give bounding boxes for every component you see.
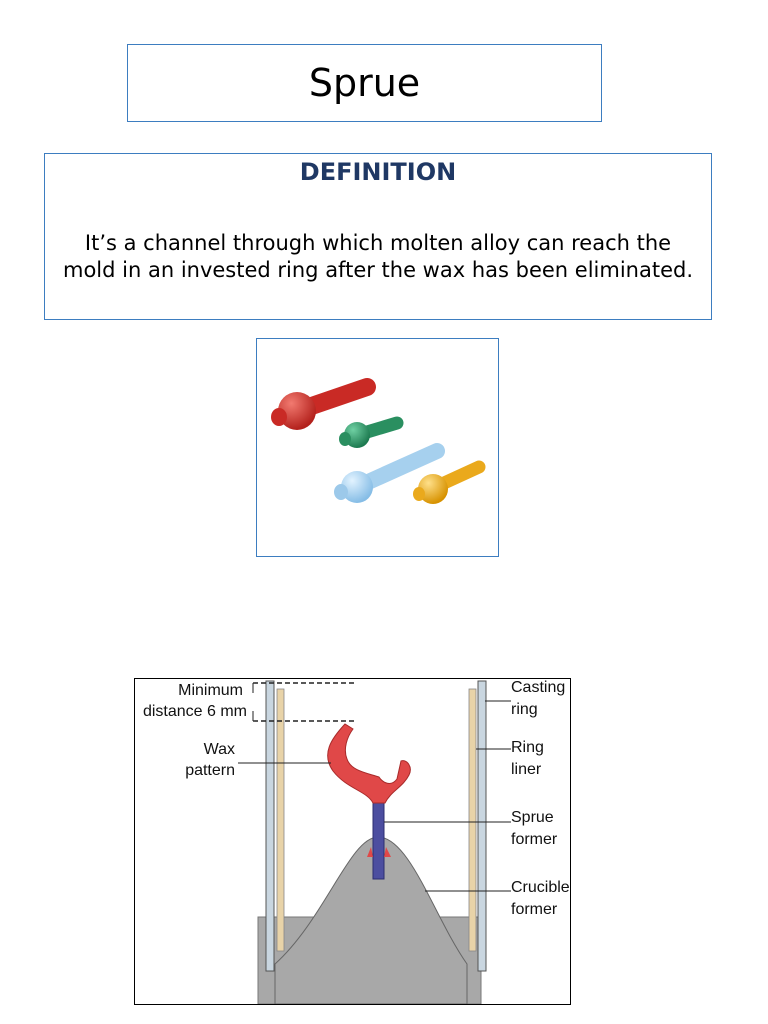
slide-title-box (127, 44, 602, 122)
label-casting-1: Casting (511, 679, 566, 696)
label-crucible-2: former (511, 901, 558, 918)
sprue-diagram (134, 678, 571, 1005)
label-crucible-1: Crucible (511, 879, 570, 896)
definition-box (44, 153, 712, 320)
slide-title: Sprue (308, 61, 421, 105)
label-wax-2: pattern (185, 762, 235, 779)
definition-text: It’s a channel through which molten alloy can reach the mold in an invested ring after the wax has been eliminated. (63, 231, 693, 282)
ring-liner-right (469, 689, 476, 951)
label-sprue-1: Sprue (511, 809, 554, 826)
sprue-formers-illustration (257, 339, 497, 555)
sprue-former (373, 799, 384, 879)
label-casting-2: ring (511, 701, 538, 718)
casting-ring-right (478, 681, 486, 971)
casting-ring-left (266, 681, 274, 971)
label-sprue-2: former (511, 831, 558, 848)
label-min-distance-2: distance 6 mm (142, 703, 247, 720)
label-wax-1: Wax (203, 741, 235, 758)
label-min-distance-1: Minimum (178, 682, 243, 699)
ring-liner-left (277, 689, 284, 951)
label-liner-2: liner (511, 761, 542, 778)
wax-pattern (328, 724, 411, 803)
casting-ring-diagram (135, 679, 570, 1004)
green-sprue-former (339, 422, 397, 448)
label-liner-1: Ring (511, 739, 544, 756)
yellow-sprue-former (413, 467, 479, 504)
definition-heading: DEFINITION (299, 158, 457, 186)
sprue-formers-image (256, 338, 499, 557)
